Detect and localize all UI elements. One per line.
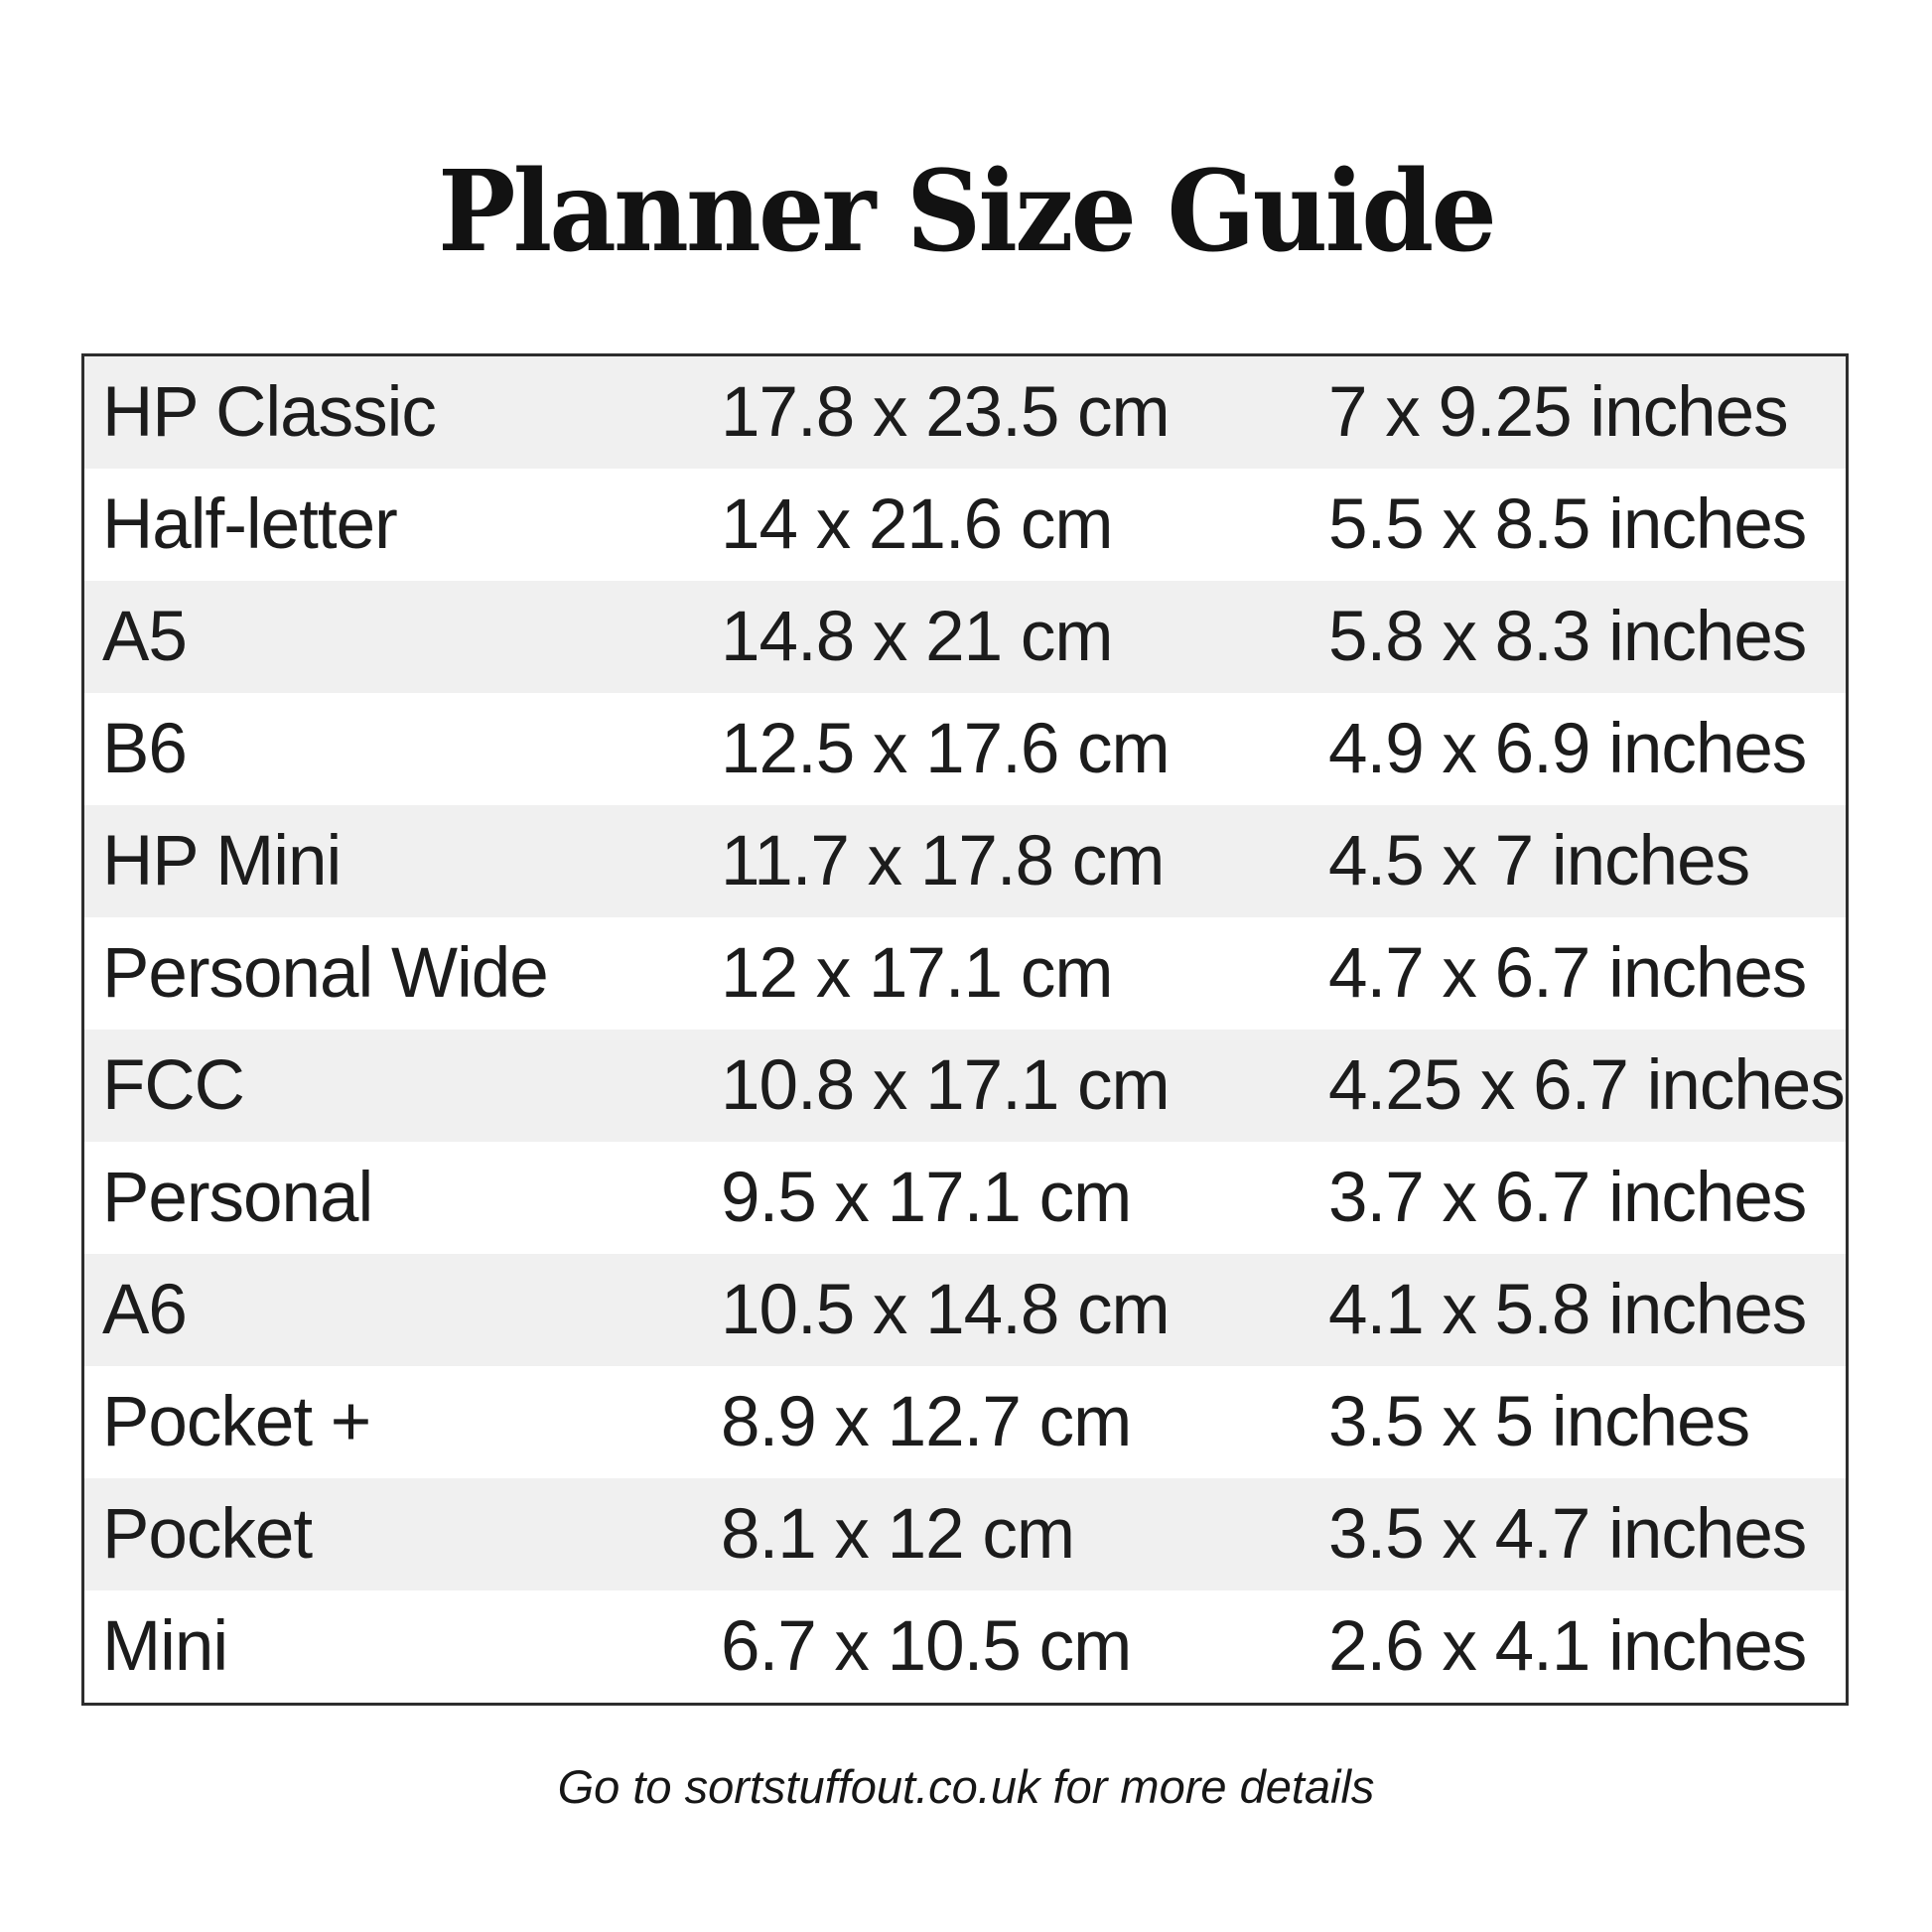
table-row [84, 805, 1846, 917]
planner-name-cell: A6 [102, 1271, 187, 1349]
page-title: Planner Size Guide [438, 147, 1494, 277]
size-inches-cell: 4.5 x 7 inches [1328, 822, 1750, 900]
planner-name-cell: Half-letter [102, 485, 397, 564]
table-row [84, 917, 1846, 1030]
planner-name-cell: Personal [102, 1159, 373, 1237]
planner-name-cell: A5 [102, 598, 187, 676]
size-cm-cell: 11.7 x 17.8 cm [721, 822, 1165, 900]
table-row [84, 1142, 1846, 1254]
size-cm-cell: 10.8 x 17.1 cm [721, 1046, 1170, 1125]
size-inches-cell: 3.5 x 4.7 inches [1328, 1495, 1807, 1574]
footer-note: Go to sortstuffout.co.uk for more details [557, 1760, 1375, 1813]
size-cm-cell: 12 x 17.1 cm [721, 934, 1113, 1013]
size-cm-cell: 14.8 x 21 cm [721, 598, 1113, 676]
planner-name-cell: Mini [102, 1607, 228, 1686]
size-inches-cell: 4.7 x 6.7 inches [1328, 934, 1807, 1013]
size-inches-cell: 4.25 x 6.7 inches [1328, 1046, 1845, 1125]
size-inches-cell: 4.9 x 6.9 inches [1328, 710, 1807, 788]
planner-name-cell: HP Mini [102, 822, 342, 900]
size-inches-cell: 5.5 x 8.5 inches [1328, 485, 1807, 564]
planner-name-cell: HP Classic [102, 373, 436, 452]
size-cm-cell: 9.5 x 17.1 cm [721, 1159, 1132, 1237]
size-inches-cell: 2.6 x 4.1 inches [1328, 1607, 1807, 1686]
table-row [84, 1590, 1846, 1703]
size-cm-cell: 17.8 x 23.5 cm [721, 373, 1170, 452]
planner-name-cell: FCC [102, 1046, 244, 1125]
size-inches-cell: 4.1 x 5.8 inches [1328, 1271, 1807, 1349]
planner-name-cell: Pocket + [102, 1383, 371, 1461]
table-row [84, 469, 1846, 581]
planner-name-cell: Pocket [102, 1495, 313, 1574]
table-row [84, 1030, 1846, 1142]
table-row [84, 1366, 1846, 1478]
size-inches-cell: 7 x 9.25 inches [1328, 373, 1788, 452]
size-cm-cell: 8.1 x 12 cm [721, 1495, 1074, 1574]
size-inches-cell: 5.8 x 8.3 inches [1328, 598, 1807, 676]
size-cm-cell: 12.5 x 17.6 cm [721, 710, 1170, 788]
size-cm-cell: 14 x 21.6 cm [721, 485, 1113, 564]
table-row [84, 1254, 1846, 1366]
table-row [84, 356, 1846, 469]
size-cm-cell: 6.7 x 10.5 cm [721, 1607, 1132, 1686]
table-row [84, 1478, 1846, 1590]
size-inches-cell: 3.7 x 6.7 inches [1328, 1159, 1807, 1237]
table-row [84, 693, 1846, 805]
size-inches-cell: 3.5 x 5 inches [1328, 1383, 1750, 1461]
table-row [84, 581, 1846, 693]
planner-name-cell: Personal Wide [102, 934, 548, 1013]
size-cm-cell: 8.9 x 12.7 cm [721, 1383, 1132, 1461]
size-cm-cell: 10.5 x 14.8 cm [721, 1271, 1170, 1349]
planner-name-cell: B6 [102, 710, 187, 788]
planner-size-table [81, 353, 1849, 1706]
